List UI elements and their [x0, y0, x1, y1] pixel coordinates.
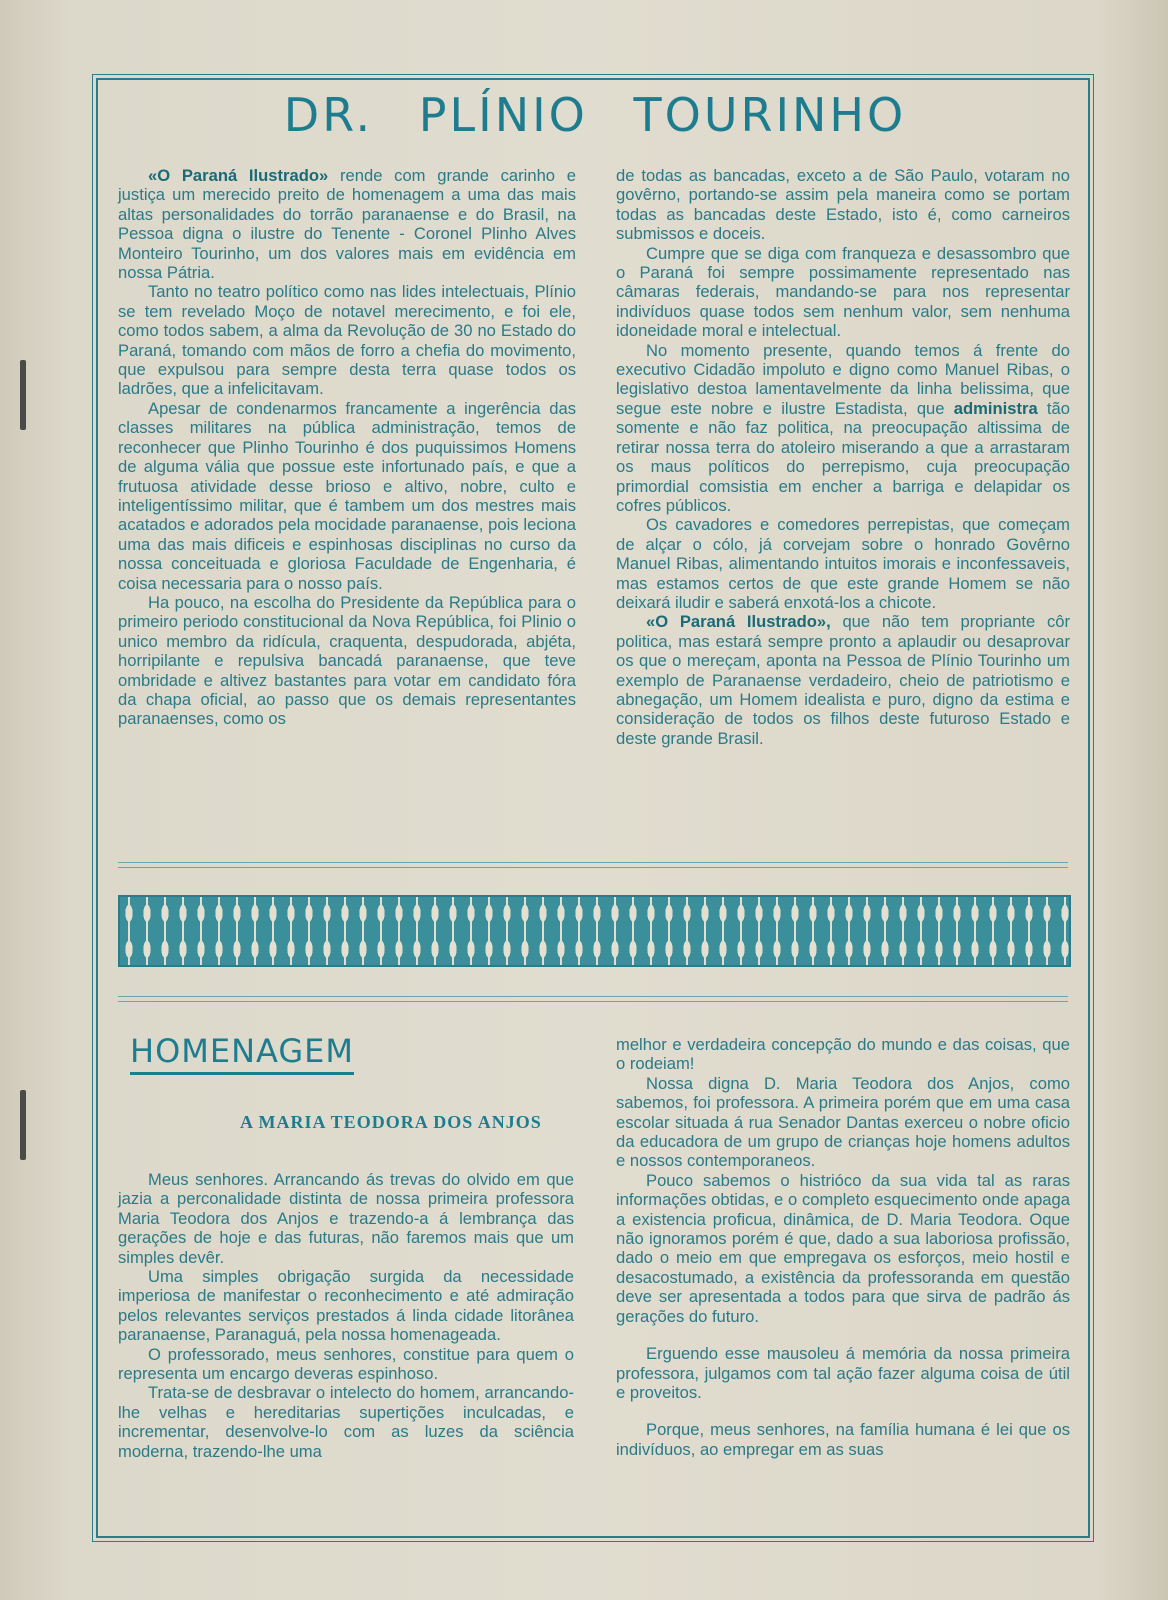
paragraph: Uma simples obrigação surgida da necessidade imperiosa de manifestar o reconhecimento e até admiração pelos relevantes serviços prestados á linda cidade litorânea paranaense, Paranaguá, pela nossa homenageada. — [118, 1267, 574, 1345]
paragraph-text: que não tem propriante côr politica, mas estará sempre pronto a aplaudir ou desaprovar os que o mereçam, aponta na Pessoa de Plínio Tourinho um exemplo de Paranaense verdadeiro, cheio de patriotismo e abnegação, um Homem idealista e puro, digno da estima e consideração de todos os filhos deste futuroso Estado e deste grande Brasil. — [616, 612, 1070, 748]
paragraph: Erguendo esse mausoleu á memória da nossa primeira professora, julgamos com tal ação fazer alguma coisa de útil e proveitos. — [616, 1344, 1070, 1402]
paragraph: Tanto no teatro político como nas lides intelectuais, Plínio se tem revelado Moço de notavel merecimento, e foi ele, como todos sabem, a alma da Revolução de 30 no Estado do Paraná, tomando com mãos de forro a chefia do movimento, que expulsou para sempre desta terra quase todos os ladrões, que a infelicitavam. — [118, 282, 576, 399]
paragraph: Pouco sabemos o histrióco da sua vida tal as raras informações obtidas, e o completo esquecimento onde apaga a existencia proficua, dinâmica, de D. Maria Teodora. Oque não ignoramos porém é que, dado a sua laboriosa profissão, dado o meio em que empregava os esforços, meio hostil e desacostumado, a existência da professoranda em questão deve ser apresentada a todos para que sirva de padrão ás gerações do futuro. — [616, 1170, 1070, 1326]
paragraph: Trata-se de desbravar o intelecto do homem, arrancando-lhe velhas e hereditarias supertições inculcadas, e incrementar, desenvolve-lo com as luzes da sciência moderna, trazendo-lhe uma — [118, 1383, 574, 1461]
bold-lead: «O Paraná Ilustrado» — [148, 166, 329, 185]
paragraph: Cumpre que se diga com franqueza e desassombro que o Paraná foi sempre possimamente representado nas câmaras federais, mandando-se para nos representar indivíduos quase todos sem nenhum valor, sem nenhuma idoneidade moral e intelectual. — [616, 243, 1070, 341]
paragraph: de todas as bancadas, exceto a de São Paulo, votaram no govêrno, portando-se assim pela maneira como se portam todas as bancadas deste Estado, isto é, como carneiros submissos e doceis. — [616, 166, 1070, 244]
paragraph: Apesar de condenarmos francamente a ingerência das classes militares na pública administração, temos de reconhecer que Plinho Tourinho é dos puquissimos Homens de alguma vália que possue este infortunado país, e que a frutuosa atividade desse brioso e altivo, nobre, culto e inteligentíssimo militar, que é tambem um dos mestres mais acatados e adorados pela mocidade paranaense, pois leciona uma das mais dificeis e espinhosas disciplinas no curso da nossa conceituada e gloriosa Faculdade de Engenharia, é coisa necessaria para o nosso país. — [118, 398, 576, 593]
paragraph-text: No momento presente, quando temos á frente do executivo Cidadão impoluto e digno como Manuel Ribas, o legislativo destoa lamentavelmente da linha belissima, que segue este nobre e ilustre Estadista, que — [616, 340, 1070, 418]
paragraph-text: tão somente e não faz politica, na preocupação altissima de retirar nossa terra do atoleiro miserando a que a arrastaram os maus políticos do perrepismo, cuja preocupação primordial comsistia em encher a barriga e delapidar os cofres públicos. — [616, 398, 1070, 515]
spacer — [616, 1402, 1070, 1420]
spacer — [616, 1326, 1070, 1344]
paragraph — [616, 341, 1070, 516]
article-title: DR. PLÍNIO TOURINHO — [283, 88, 907, 142]
section-subtitle: A MARIA TEODORA DOS ANJOS — [240, 1112, 542, 1132]
paragraph: Os cavadores e comedores perrepistas, que começam de alçar o cólo, já corvejam sobre o honrado Govêrno Manuel Ribas, alimentando intuitos imorais e inconfessaveis, mas estamos certos de que este grande Homem se não deixará iludir e saberá enxotá-los a chicote. — [616, 515, 1070, 612]
ornamental-band — [118, 895, 1071, 967]
bold-word: administra — [953, 398, 1038, 418]
paragraph — [616, 612, 1070, 748]
paragraph: melhor e verdadeira concepção do mundo e das coisas, que o rodeiam! — [616, 1035, 1070, 1074]
staple — [20, 360, 26, 430]
article1-column-right — [616, 166, 1070, 748]
paragraph: Meus senhores. Arrancando ás trevas do olvido em que jazia a perconalidade distinta de nossa primeira professora Maria Teodora dos Anjos e trazendo-a á lembrança das gerações de hoje e das futuras, não faremos mais que um simples devêr. — [118, 1170, 574, 1267]
paragraph — [118, 166, 576, 282]
article2-column-right — [616, 1035, 1070, 1459]
divider-rule — [118, 996, 1068, 1002]
bold-lead: «O Paraná Ilustrado», — [646, 612, 831, 632]
section-heading: HOMENAGEM — [130, 1032, 354, 1075]
paragraph-text: rende com grande carinho e justiça um merecido preito de homenagem a uma das mais altas personalidades do torrão paranaense e do Brasil, na Pessoa digna o ilustre do Tenente - Coronel Plinho Alves Monteiro Tourinho, um dos valores mais em evidência em nossa Pátria. — [118, 166, 576, 283]
divider-rule — [118, 862, 1068, 868]
paragraph: Nossa digna D. Maria Teodora dos Anjos, como sabemos, foi professora. A primeira porém que em uma casa escolar situada á rua Senador Dantas exerceu o nobre oficio da educadora de um grupo de crianças hoje homens adultos e nossos contemporaneos. — [616, 1073, 1070, 1171]
paragraph: O professorado, meus senhores, constitue para quem o representa um encargo deveras espinhoso. — [118, 1344, 574, 1384]
paragraph: Ha pouco, na escolha do Presidente da República para o primeiro periodo constitucional da Nova República, foi Plinio o unico membro da ridícula, craquenta, despudorada, abjéta, horripilante e repulsiva bancadá paranaense, que teve ombridade e altivez bastantes para votar em candidato fóra da chapa oficial, ao passo que os demais representantes paranaenses, como os — [118, 592, 576, 729]
article2-column-left — [118, 1170, 574, 1461]
article1-column-left — [118, 166, 576, 729]
staple — [20, 1090, 26, 1160]
paragraph: Porque, meus senhores, na família humana é lei que os indivíduos, ao empregar em as suas — [616, 1420, 1070, 1459]
